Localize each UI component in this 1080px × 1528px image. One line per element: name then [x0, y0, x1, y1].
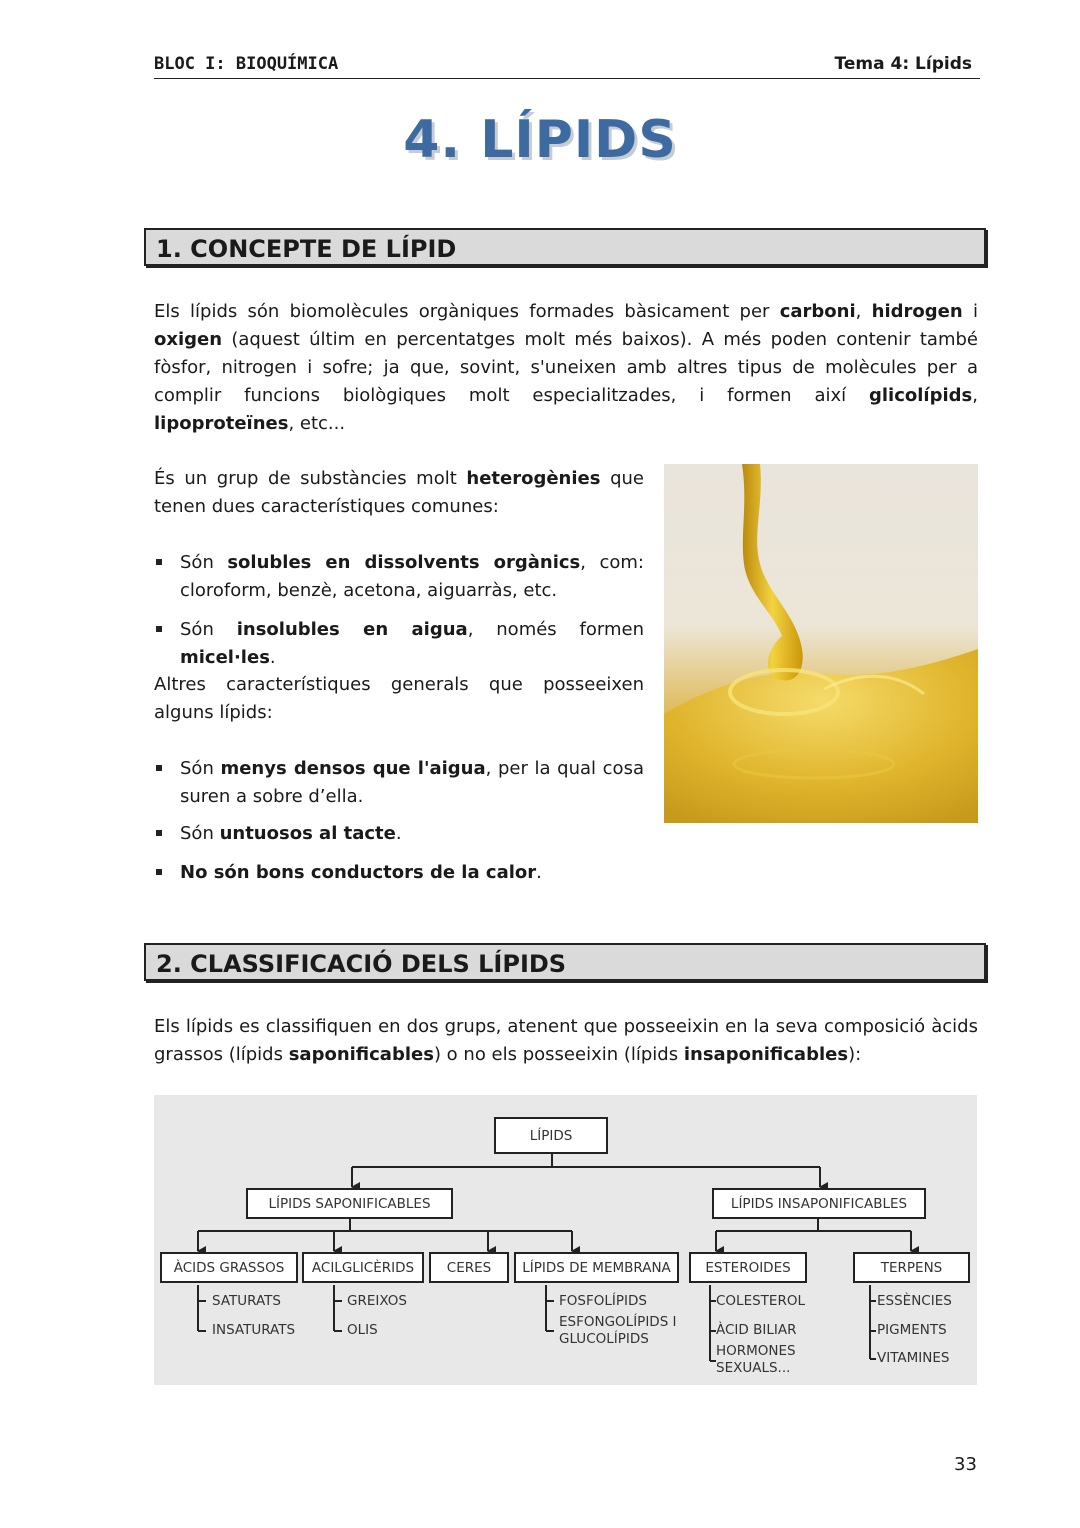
text-run: Els lípids són biomolècules orgàniques formades bàsicament per	[154, 301, 780, 322]
bold-hidrogen: hidrogen	[871, 301, 963, 322]
text-run: Són	[180, 552, 228, 573]
box-lipids: LÍPIDS	[494, 1117, 608, 1154]
bullet-square-icon	[156, 626, 162, 632]
oil-image	[664, 464, 978, 823]
text-run: que tenen dues característiques comunes:	[154, 468, 644, 517]
box-lipids-saponificables: LÍPIDS SAPONIFICABLES	[246, 1188, 453, 1219]
bold-insolubles: insolubles en aigua	[236, 619, 468, 640]
bullet-text	[180, 755, 644, 811]
box-terpens: TERPENS	[853, 1252, 970, 1283]
text-run: ,	[855, 301, 872, 322]
leaf-insaturats: INSATURATS	[212, 1322, 296, 1338]
text-run: Són	[180, 758, 221, 779]
text-run: , com: cloroform, benzè, acetona, aiguarràs, etc.	[180, 552, 644, 601]
bullet-solubles	[154, 549, 644, 605]
paragraph-intro	[154, 298, 978, 438]
header-right: Tema 4: Lípids	[834, 54, 972, 74]
bold-saponificables: saponificables	[288, 1044, 434, 1065]
bullet-densos	[154, 755, 644, 811]
page-number: 33	[954, 1454, 977, 1475]
text-run: ) o no els posseeixin (lípids	[433, 1044, 684, 1065]
bullet-text	[180, 616, 644, 672]
leaf-essencies: ESSÈNCIES	[877, 1293, 952, 1309]
bold-lipoproteines: lipoproteïnes	[154, 413, 289, 434]
bold-oxigen: oxigen	[154, 329, 223, 350]
bullet-text	[180, 859, 644, 887]
section-heading-concepte: 1. CONCEPTE DE LÍPID	[144, 228, 986, 266]
oil-pour-illustration	[664, 464, 978, 823]
bold-conductors: No són bons conductors de la calor	[180, 862, 537, 883]
text-run: Són	[180, 619, 237, 640]
text-run: Els lípids es classifiquen en dos grups, atenent que posseeixin en la seva composició àcids grassos (lípids	[154, 1016, 978, 1065]
bullet-square-icon	[156, 765, 162, 771]
bold-heterogenies: heterogènies	[466, 468, 601, 489]
leaf-greixos: GREIXOS	[347, 1293, 407, 1309]
header-left: BLOC I: BIOQUÍMICA	[154, 54, 339, 74]
bullet-insolubles	[154, 616, 644, 668]
box-acids-grassos: ÀCIDS GRASSOS	[160, 1252, 298, 1283]
leaf-colesterol: COLESTEROL	[716, 1293, 805, 1309]
box-acilgliverids: ACILGLICÈRIDS	[302, 1252, 424, 1283]
paragraph-altres: Altres característiques generals que posseeixen alguns lípids:	[154, 674, 644, 723]
leaf-glucolipids: GLUCOLÍPIDS	[559, 1331, 649, 1347]
leaf-esfongolipids: ESFONGOLÍPIDS I	[559, 1314, 677, 1330]
text-run: És un grup de substàncies molt	[154, 468, 467, 489]
paragraph-heterogenies	[154, 465, 644, 521]
box-ceres: CERES	[429, 1252, 509, 1283]
text-run: ,	[972, 385, 978, 406]
paragraph-classificacio	[154, 1013, 978, 1069]
bold-carboni: carboni	[779, 301, 856, 322]
bold-glicolipids: glicolípids	[869, 385, 973, 406]
bullet-text	[180, 820, 644, 848]
box-lipids-de-membrana: LÍPIDS DE MEMBRANA	[514, 1252, 679, 1283]
page-header	[154, 54, 980, 79]
leaf-fosfolipids: FOSFOLÍPIDS	[559, 1293, 647, 1309]
text-run: .	[395, 823, 402, 844]
box-lipids-insaponificables: LÍPIDS INSAPONIFICABLES	[712, 1188, 926, 1219]
bullet-square-icon	[156, 559, 162, 565]
text-run: , per la qual cosa suren a sobre d’ella.	[180, 758, 644, 807]
classification-diagram	[154, 1095, 977, 1385]
bullet-untuosos	[154, 820, 644, 848]
leaf-hormones: HORMONES	[716, 1343, 796, 1359]
box-esteroides: ESTEROIDES	[689, 1252, 807, 1283]
bold-solubles: solubles en dissolvents orgànics	[227, 552, 581, 573]
bold-miceles: micel·les	[180, 647, 270, 668]
leaf-olis: OLIS	[347, 1322, 378, 1338]
text-run: .	[269, 647, 276, 668]
text-run: (aquest últim en percentatges molt més baixos). A més poden contenir també fòsfor, nitrogen i sofre; ja que, sovint, s'uneixen amb altres tipus de molècules per a complir funcions biològiques molt especialitzades, i formen així	[154, 329, 978, 406]
text-run: Són	[180, 823, 220, 844]
leaf-acid-biliar: ÀCID BILIAR	[716, 1322, 797, 1338]
bold-densos: menys densos que l'aigua	[220, 758, 486, 779]
leaf-vitamines: VITAMINES	[877, 1350, 950, 1366]
bullet-square-icon	[156, 869, 162, 875]
bullet-conductors	[154, 859, 644, 887]
text-run: i	[962, 301, 978, 322]
bullet-square-icon	[156, 830, 162, 836]
text-run: .	[536, 862, 542, 883]
text-run: ):	[848, 1044, 862, 1065]
bold-insaponificables: insaponificables	[683, 1044, 849, 1065]
text-run: , etc...	[288, 413, 346, 434]
section-heading-classificacio: 2. CLASSIFICACIÓ DELS LÍPIDS	[144, 943, 986, 981]
bold-untuosos: untuosos al tacte	[219, 823, 396, 844]
text-run: , només formen	[467, 619, 644, 640]
leaf-saturats: SATURATS	[212, 1293, 281, 1309]
bullet-text	[180, 549, 644, 605]
page-title: 4. LÍPIDS	[403, 110, 677, 170]
leaf-sexuals: SEXUALS...	[716, 1360, 791, 1376]
leaf-pigments: PIGMENTS	[877, 1322, 947, 1338]
